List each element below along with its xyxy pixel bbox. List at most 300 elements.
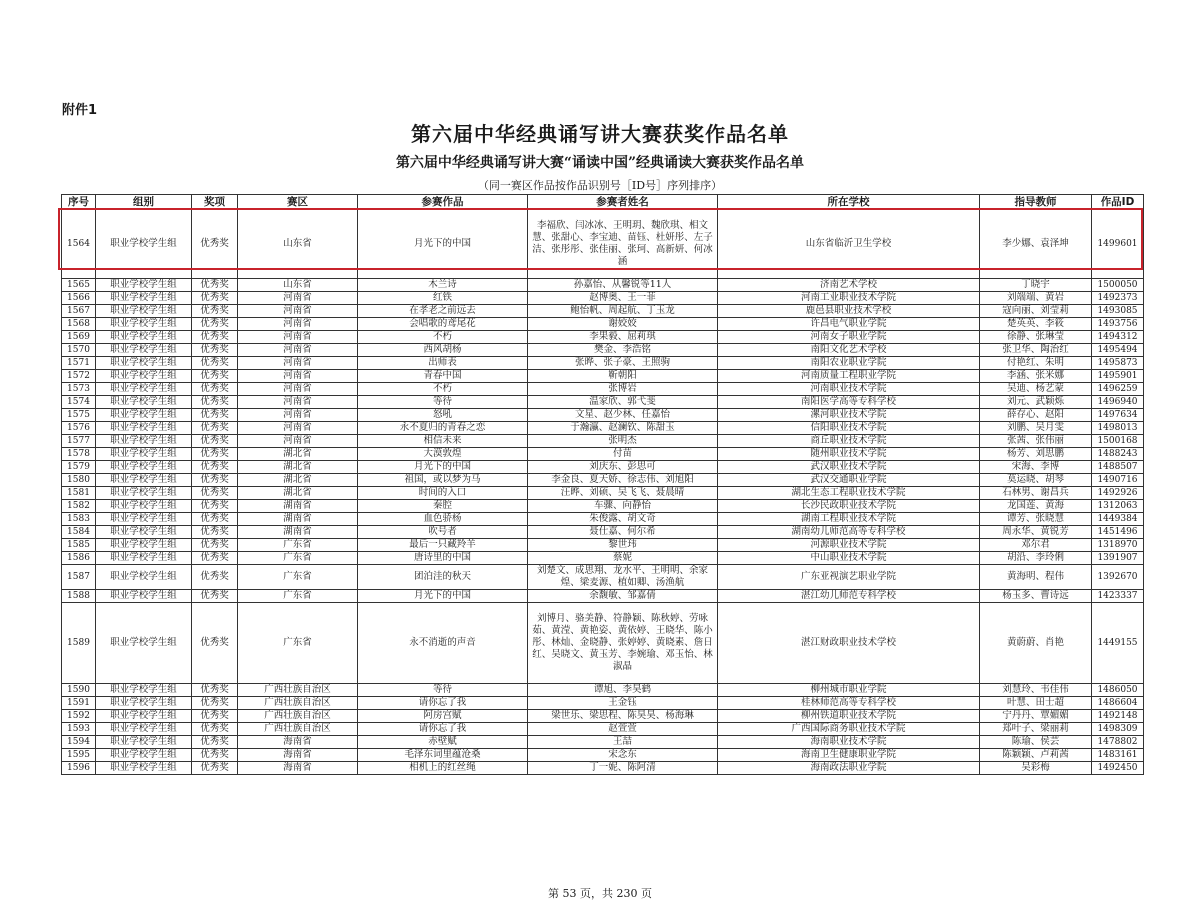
cell-id: 1495873: [1092, 357, 1144, 370]
cell-id: 1493756: [1092, 318, 1144, 331]
cell-seq: 1578: [62, 448, 96, 461]
cell-work: 赤壁赋: [358, 736, 528, 749]
cell-award: 优秀奖: [192, 318, 238, 331]
cell-names: 聂仕嘉、何尔希: [528, 526, 718, 539]
cell-teacher: 楚英英、李筱: [980, 318, 1092, 331]
cell-group: 职业学校学生组: [96, 279, 192, 292]
cell-region: 河南省: [238, 383, 358, 396]
cell-award: 优秀奖: [192, 448, 238, 461]
cell-names: 汪晔、刘硕、吴飞飞、聂晨晴: [528, 487, 718, 500]
cell-group: 职业学校学生组: [96, 487, 192, 500]
cell-award: 优秀奖: [192, 435, 238, 448]
cell-work: 月光下的中国: [358, 210, 528, 279]
cell-names: 赵萱萱: [528, 723, 718, 736]
cell-seq: 1585: [62, 539, 96, 552]
cell-region: 河南省: [238, 331, 358, 344]
main-title: 第六届中华经典诵写讲大赛获奖作品名单: [411, 122, 789, 146]
cell-group: 职业学校学生组: [96, 396, 192, 409]
table-row: [62, 292, 1144, 305]
cell-work: 大漠敦煌: [358, 448, 528, 461]
cell-school: 信阳职业技术学院: [718, 422, 980, 435]
cell-work: 最后一只藏羚羊: [358, 539, 528, 552]
cell-id: 1497634: [1092, 409, 1144, 422]
cell-group: 职业学校学生组: [96, 435, 192, 448]
cell-region: 山东省: [238, 279, 358, 292]
header-school: 所在学校: [718, 195, 980, 210]
cell-teacher: 黄蔚蔚、肖艳: [980, 603, 1092, 684]
cell-work: 青春中国: [358, 370, 528, 383]
cell-group: 职业学校学生组: [96, 370, 192, 383]
cell-school: 商丘职业技术学院: [718, 435, 980, 448]
cell-group: 职业学校学生组: [96, 590, 192, 603]
cell-region: 湖北省: [238, 461, 358, 474]
cell-work: 吹号者: [358, 526, 528, 539]
cell-names: 王喆: [528, 736, 718, 749]
cell-teacher: 刘鹏、吴月雯: [980, 422, 1092, 435]
sort-note: （同一赛区作品按作品识别号［ID号］序列排序）: [477, 179, 723, 192]
cell-school: 广东亚视演艺职业学院: [718, 565, 980, 590]
cell-names: 文星、赵少林、任嘉怡: [528, 409, 718, 422]
cell-region: 湖南省: [238, 526, 358, 539]
cell-group: 职业学校学生组: [96, 383, 192, 396]
cell-work: 在孝老之前远去: [358, 305, 528, 318]
cell-region: 河南省: [238, 292, 358, 305]
table-row: [62, 513, 1144, 526]
table-row: [62, 422, 1144, 435]
table-row: [62, 396, 1144, 409]
cell-region: 湖北省: [238, 474, 358, 487]
cell-teacher: 周永华、黄锐芳: [980, 526, 1092, 539]
cell-school: 济南艺术学校: [718, 279, 980, 292]
cell-seq: 1582: [62, 500, 96, 513]
award-table: [61, 194, 1144, 775]
cell-school: 河南女子职业学院: [718, 331, 980, 344]
cell-award: 优秀奖: [192, 383, 238, 396]
cell-school: 湛江财政职业技术学校: [718, 603, 980, 684]
cell-region: 广西壮族自治区: [238, 723, 358, 736]
cell-seq: 1580: [62, 474, 96, 487]
table-row: [62, 762, 1144, 775]
cell-names: 谭旭、李昊鹤: [528, 684, 718, 697]
cell-award: 优秀奖: [192, 526, 238, 539]
cell-seq: 1596: [62, 762, 96, 775]
cell-id: 1500168: [1092, 435, 1144, 448]
cell-seq: 1593: [62, 723, 96, 736]
cell-award: 优秀奖: [192, 422, 238, 435]
cell-school: 随州职业技术学院: [718, 448, 980, 461]
cell-award: 优秀奖: [192, 305, 238, 318]
cell-names: 付苗: [528, 448, 718, 461]
table-row: [62, 539, 1144, 552]
cell-work: 不朽: [358, 331, 528, 344]
cell-names: 车骤、向静怡: [528, 500, 718, 513]
header-region: 赛区: [238, 195, 358, 210]
cell-id: 1498013: [1092, 422, 1144, 435]
cell-teacher: 刘元、武颖烁: [980, 396, 1092, 409]
cell-work: 相信未来: [358, 435, 528, 448]
cell-names: 张博岩: [528, 383, 718, 396]
cell-id: 1495901: [1092, 370, 1144, 383]
cell-region: 广西壮族自治区: [238, 710, 358, 723]
cell-id: 1486050: [1092, 684, 1144, 697]
cell-group: 职业学校学生组: [96, 762, 192, 775]
cell-school: 武汉交通职业学院: [718, 474, 980, 487]
cell-teacher: 龙国莲、黄海: [980, 500, 1092, 513]
cell-work: 毛泽东词里蕴沧桑: [358, 749, 528, 762]
cell-school: 河南工业职业技术学院: [718, 292, 980, 305]
cell-teacher: 张茜、张伟丽: [980, 435, 1092, 448]
cell-award: 优秀奖: [192, 357, 238, 370]
cell-group: 职业学校学生组: [96, 318, 192, 331]
cell-region: 广东省: [238, 603, 358, 684]
header-teacher: 指导教师: [980, 195, 1092, 210]
cell-award: 优秀奖: [192, 762, 238, 775]
cell-teacher: 胡沿、李玲俐: [980, 552, 1092, 565]
cell-group: 职业学校学生组: [96, 526, 192, 539]
cell-school: 海南职业技术学院: [718, 736, 980, 749]
cell-names: 梁世乐、梁思程、陈昊昊、杨海琳: [528, 710, 718, 723]
table-row: [62, 383, 1144, 396]
cell-work: 永不消逝的声音: [358, 603, 528, 684]
cell-region: 河南省: [238, 396, 358, 409]
cell-award: 优秀奖: [192, 500, 238, 513]
cell-school: 长沙民政职业技术学院: [718, 500, 980, 513]
cell-award: 优秀奖: [192, 539, 238, 552]
cell-names: 丁一妮、陈阿清: [528, 762, 718, 775]
cell-award: 优秀奖: [192, 603, 238, 684]
cell-teacher: 杨芳、刘思鹏: [980, 448, 1092, 461]
cell-teacher: 莫运晓、胡琴: [980, 474, 1092, 487]
cell-seq: 1570: [62, 344, 96, 357]
cell-school: 河南职业技术学院: [718, 383, 980, 396]
cell-names: 张明杰: [528, 435, 718, 448]
cell-school: 柳州铁道职业技术学院: [718, 710, 980, 723]
cell-region: 海南省: [238, 762, 358, 775]
cell-region: 湖南省: [238, 500, 358, 513]
cell-names: 余馥敏、邹嘉倩: [528, 590, 718, 603]
cell-region: 广西壮族自治区: [238, 684, 358, 697]
cell-work: 不朽: [358, 383, 528, 396]
cell-id: 1488507: [1092, 461, 1144, 474]
cell-region: 河南省: [238, 409, 358, 422]
table-row: [62, 344, 1144, 357]
cell-seq: 1573: [62, 383, 96, 396]
cell-group: 职业学校学生组: [96, 684, 192, 697]
cell-names: 王金钰: [528, 697, 718, 710]
cell-work: 请你忘了我: [358, 697, 528, 710]
cell-work: 时间的入口: [358, 487, 528, 500]
cell-names: 温家欣、郭弋斐: [528, 396, 718, 409]
cell-seq: 1588: [62, 590, 96, 603]
cell-id: 1492926: [1092, 487, 1144, 500]
cell-group: 职业学校学生组: [96, 461, 192, 474]
cell-school: 柳州城市职业学院: [718, 684, 980, 697]
cell-teacher: 李涵、张米娜: [980, 370, 1092, 383]
cell-seq: 1595: [62, 749, 96, 762]
cell-teacher: 付艳红、朱明: [980, 357, 1092, 370]
cell-id: 1494312: [1092, 331, 1144, 344]
cell-group: 职业学校学生组: [96, 603, 192, 684]
cell-names: 李果毅、屈莉琪: [528, 331, 718, 344]
header-award: 奖项: [192, 195, 238, 210]
table-row: [62, 590, 1144, 603]
cell-group: 职业学校学生组: [96, 736, 192, 749]
cell-names: 于瀚瀛、赵澜钦、陈甜玉: [528, 422, 718, 435]
table-row: [62, 723, 1144, 736]
cell-group: 职业学校学生组: [96, 710, 192, 723]
cell-group: 职业学校学生组: [96, 723, 192, 736]
cell-work: 阿房宫赋: [358, 710, 528, 723]
cell-group: 职业学校学生组: [96, 500, 192, 513]
table-row: [62, 487, 1144, 500]
cell-school: 南阳农业职业学院: [718, 357, 980, 370]
cell-award: 优秀奖: [192, 736, 238, 749]
cell-region: 河南省: [238, 344, 358, 357]
cell-teacher: 李少娜、袁泽坤: [980, 210, 1092, 279]
cell-names: 宋念东: [528, 749, 718, 762]
table-row: [62, 318, 1144, 331]
cell-work: 请你忘了我: [358, 723, 528, 736]
cell-seq: 1581: [62, 487, 96, 500]
cell-award: 优秀奖: [192, 749, 238, 762]
cell-region: 广东省: [238, 565, 358, 590]
table-row: [62, 500, 1144, 513]
table-body: [62, 210, 1144, 775]
attachment-label: 附件1: [62, 103, 98, 118]
cell-id: 1488243: [1092, 448, 1144, 461]
cell-work: 红铁: [358, 292, 528, 305]
cell-seq: 1584: [62, 526, 96, 539]
cell-group: 职业学校学生组: [96, 357, 192, 370]
cell-region: 河南省: [238, 357, 358, 370]
cell-id: 1392670: [1092, 565, 1144, 590]
cell-award: 优秀奖: [192, 710, 238, 723]
cell-work: 等待: [358, 396, 528, 409]
cell-id: 1500050: [1092, 279, 1144, 292]
cell-teacher: 薛存心、赵阳: [980, 409, 1092, 422]
cell-group: 职业学校学生组: [96, 474, 192, 487]
cell-seq: 1577: [62, 435, 96, 448]
cell-region: 湖北省: [238, 487, 358, 500]
cell-id: 1492148: [1092, 710, 1144, 723]
table-row: [62, 603, 1144, 684]
cell-work: 会唱歌的鸢尾花: [358, 318, 528, 331]
cell-seq: 1572: [62, 370, 96, 383]
cell-region: 湖南省: [238, 513, 358, 526]
cell-id: 1449155: [1092, 603, 1144, 684]
table-row: [62, 461, 1144, 474]
cell-work: 相机上的红丝绳: [358, 762, 528, 775]
cell-school: 海南卫生健康职业学院: [718, 749, 980, 762]
cell-teacher: 石林男、谢昌兵: [980, 487, 1092, 500]
cell-names: 刘博月、骆美静、符静颖、陈秋婷、劳咏茹、黄滢、黄艳姿、黄依婷、王晓华、陈小彤、林灿、金晓静、张婷婷、黄晓素、詹日红、吴晓文、黄玉芳、李婉瑜、邓玉怡、林淑晶: [528, 603, 718, 684]
cell-school: 河源职业技术学院: [718, 539, 980, 552]
cell-id: 1451496: [1092, 526, 1144, 539]
cell-seq: 1565: [62, 279, 96, 292]
cell-group: 职业学校学生组: [96, 513, 192, 526]
table-row: [62, 279, 1144, 292]
cell-award: 优秀奖: [192, 487, 238, 500]
cell-seq: 1583: [62, 513, 96, 526]
cell-group: 职业学校学生组: [96, 565, 192, 590]
header-work: 参赛作品: [358, 195, 528, 210]
cell-school: 南阳文化艺术学校: [718, 344, 980, 357]
cell-award: 优秀奖: [192, 344, 238, 357]
cell-seq: 1586: [62, 552, 96, 565]
cell-region: 河南省: [238, 305, 358, 318]
cell-id: 1499601: [1092, 210, 1144, 279]
cell-group: 职业学校学生组: [96, 448, 192, 461]
cell-work: 血色骄杨: [358, 513, 528, 526]
cell-group: 职业学校学生组: [96, 305, 192, 318]
cell-seq: 1592: [62, 710, 96, 723]
cell-group: 职业学校学生组: [96, 697, 192, 710]
cell-id: 1490716: [1092, 474, 1144, 487]
cell-award: 优秀奖: [192, 590, 238, 603]
cell-award: 优秀奖: [192, 279, 238, 292]
cell-names: 赵博奥、王一菲: [528, 292, 718, 305]
cell-teacher: 黄海明、程伟: [980, 565, 1092, 590]
cell-school: 湖南幼儿师范高等专科学校: [718, 526, 980, 539]
cell-group: 职业学校学生组: [96, 331, 192, 344]
cell-teacher: 陈颖颖、卢莉茜: [980, 749, 1092, 762]
cell-school: 海南政法职业学院: [718, 762, 980, 775]
cell-names: 朱俊露、胡文奇: [528, 513, 718, 526]
cell-group: 职业学校学生组: [96, 292, 192, 305]
cell-work: 西风胡杨: [358, 344, 528, 357]
cell-work: 木兰诗: [358, 279, 528, 292]
cell-seq: 1574: [62, 396, 96, 409]
cell-id: 1312063: [1092, 500, 1144, 513]
cell-names: 刘楚文、成思翔、龙水平、王明明、余家煌、梁麦源、植如卿、汤渔航: [528, 565, 718, 590]
cell-region: 河南省: [238, 422, 358, 435]
cell-work: 秦腔: [358, 500, 528, 513]
cell-id: 1423337: [1092, 590, 1144, 603]
header-names: 参赛者姓名: [528, 195, 718, 210]
cell-group: 职业学校学生组: [96, 539, 192, 552]
cell-work: 出师表: [358, 357, 528, 370]
sub-title: 第六届中华经典诵写讲大赛“诵读中国”经典诵读大赛获奖作品名单: [395, 155, 805, 171]
cell-school: 南阳医学高等专科学校: [718, 396, 980, 409]
cell-work: 怒吼: [358, 409, 528, 422]
cell-seq: 1575: [62, 409, 96, 422]
table-row: [62, 331, 1144, 344]
cell-region: 河南省: [238, 318, 358, 331]
cell-id: 1449384: [1092, 513, 1144, 526]
cell-award: 优秀奖: [192, 513, 238, 526]
cell-school: 漯河职业技术学院: [718, 409, 980, 422]
cell-teacher: 徐静、张琳莹: [980, 331, 1092, 344]
cell-seq: 1576: [62, 422, 96, 435]
cell-teacher: 寇向丽、刘莹莉: [980, 305, 1092, 318]
cell-names: 孙嘉怡、从馨锐等11人: [528, 279, 718, 292]
cell-teacher: 刘端端、黄岩: [980, 292, 1092, 305]
table-header-row: [62, 195, 1144, 210]
cell-id: 1486604: [1092, 697, 1144, 710]
cell-seq: 1566: [62, 292, 96, 305]
cell-group: 职业学校学生组: [96, 344, 192, 357]
cell-id: 1483161: [1092, 749, 1144, 762]
cell-work: 月光下的中国: [358, 461, 528, 474]
cell-school: 广西国际商务职业技术学院: [718, 723, 980, 736]
cell-names: 黎世玮: [528, 539, 718, 552]
cell-award: 优秀奖: [192, 409, 238, 422]
cell-id: 1318970: [1092, 539, 1144, 552]
table-row: [62, 357, 1144, 370]
cell-region: 广东省: [238, 552, 358, 565]
cell-seq: 1571: [62, 357, 96, 370]
table-row: [62, 305, 1144, 318]
cell-names: 刘庆东、彭思可: [528, 461, 718, 474]
cell-group: 职业学校学生组: [96, 552, 192, 565]
header-group: 组别: [96, 195, 192, 210]
cell-teacher: 叶慧、田士超: [980, 697, 1092, 710]
cell-work: 团泊洼的秋天: [358, 565, 528, 590]
table-row: [62, 409, 1144, 422]
cell-school: 桂林师范高等专科学校: [718, 697, 980, 710]
cell-school: 许昌电气职业学院: [718, 318, 980, 331]
cell-work: 月光下的中国: [358, 590, 528, 603]
cell-work: 唐诗里的中国: [358, 552, 528, 565]
cell-id: 1492373: [1092, 292, 1144, 305]
cell-school: 湖北生态工程职业技术学院: [718, 487, 980, 500]
cell-id: 1496259: [1092, 383, 1144, 396]
cell-names: 谢姣姣: [528, 318, 718, 331]
cell-region: 山东省: [238, 210, 358, 279]
cell-names: 李金良、夏天娇、徐志伟、刘旭阳: [528, 474, 718, 487]
cell-teacher: 宋海、李博: [980, 461, 1092, 474]
cell-award: 优秀奖: [192, 370, 238, 383]
cell-names: 张晔、张子豪、王照驹: [528, 357, 718, 370]
cell-region: 河南省: [238, 435, 358, 448]
cell-teacher: 张卫华、陶治红: [980, 344, 1092, 357]
cell-region: 海南省: [238, 749, 358, 762]
cell-teacher: 谭芳、张晓慧: [980, 513, 1092, 526]
cell-seq: 1587: [62, 565, 96, 590]
cell-teacher: 丁晓宇: [980, 279, 1092, 292]
cell-award: 优秀奖: [192, 552, 238, 565]
table-row: [62, 552, 1144, 565]
cell-group: 职业学校学生组: [96, 210, 192, 279]
cell-seq: 1567: [62, 305, 96, 318]
cell-id: 1493085: [1092, 305, 1144, 318]
cell-school: 湖南工程职业技术学院: [718, 513, 980, 526]
cell-teacher: 杨玉多、曹诗远: [980, 590, 1092, 603]
cell-region: 广东省: [238, 590, 358, 603]
table-row: [62, 697, 1144, 710]
cell-seq: 1569: [62, 331, 96, 344]
table-row: [62, 435, 1144, 448]
cell-names: 樊金、李浩铭: [528, 344, 718, 357]
cell-school: 武汉职业技术学院: [718, 461, 980, 474]
cell-school: 河南质量工程职业学院: [718, 370, 980, 383]
cell-award: 优秀奖: [192, 396, 238, 409]
cell-teacher: 宁丹丹、覃媚媚: [980, 710, 1092, 723]
cell-award: 优秀奖: [192, 210, 238, 279]
cell-seq: 1591: [62, 697, 96, 710]
cell-group: 职业学校学生组: [96, 409, 192, 422]
cell-award: 优秀奖: [192, 292, 238, 305]
header-id: 作品ID: [1092, 195, 1144, 210]
cell-names: 蔡妮: [528, 552, 718, 565]
cell-work: 祖国，或以梦为马: [358, 474, 528, 487]
cell-id: 1495494: [1092, 344, 1144, 357]
cell-region: 广东省: [238, 539, 358, 552]
cell-award: 优秀奖: [192, 474, 238, 487]
header-seq: 序号: [62, 195, 96, 210]
cell-id: 1498309: [1092, 723, 1144, 736]
cell-seq: 1590: [62, 684, 96, 697]
